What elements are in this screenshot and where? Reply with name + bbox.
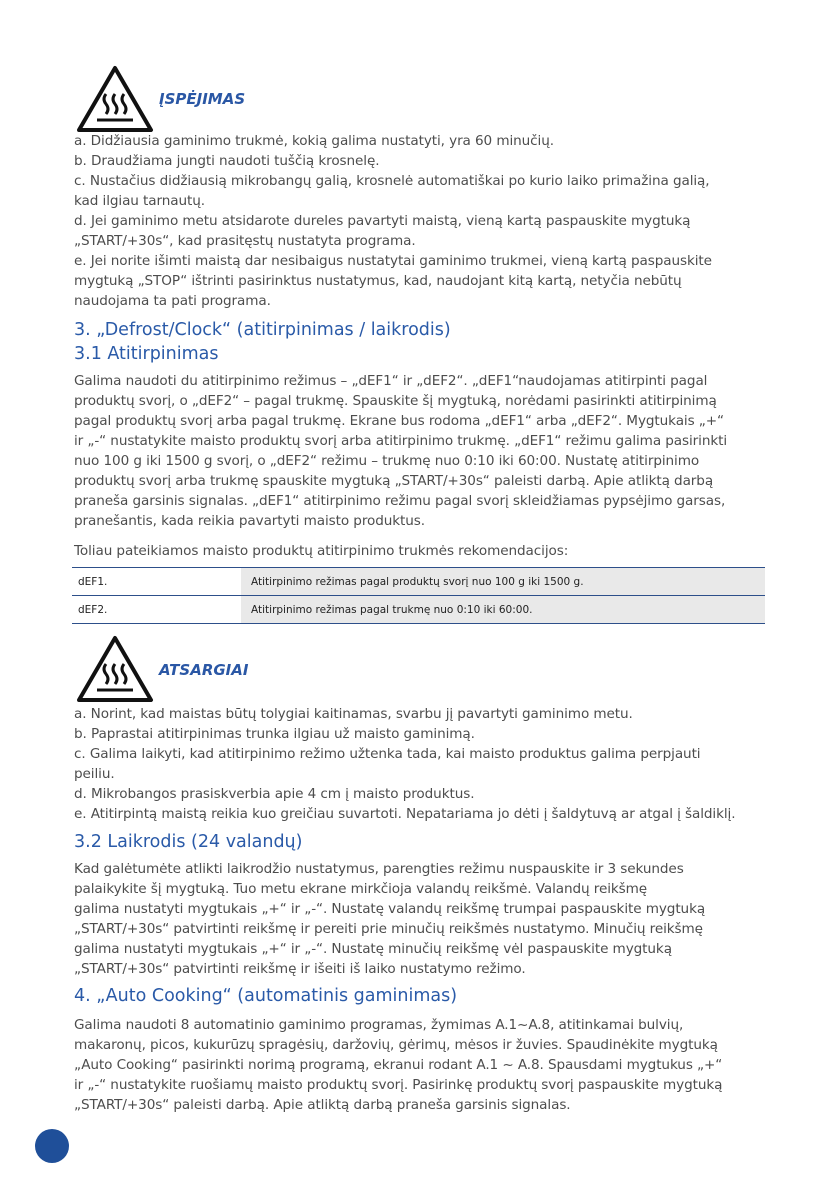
- paragraph-line: Kad galėtumėte atlikti laikrodžio nustatymus, parengties režimu nuspauskite ir 3 sekundes: [74, 861, 684, 877]
- section-heading: 3. „Defrost/Clock“ (atitirpinimas / laikrodis): [74, 320, 451, 340]
- caution-title: ATSARGIAI: [159, 661, 249, 679]
- hot-surface-icon: [75, 634, 155, 704]
- paragraph-line: Toliau pateikiamos maisto produktų atitirpinimo trukmės rekomendacijos:: [74, 543, 569, 559]
- table-cell-desc: Atitirpinimo režimas pagal trukmę nuo 0:10 iki 60:00.: [241, 596, 765, 624]
- paragraph-line: pranešantis, kada reikia pavartyti maisto produktus.: [74, 513, 425, 529]
- paragraph-line: produktų svorį arba trukmę spauskite mygtuką „START/+30s“ paleisti darbą. Apie atliktą darbą: [74, 473, 714, 489]
- list-item: d. Jei gaminimo metu atsidarote dureles pavartyti maistą, vieną kartą paspauskite mygtuką: [74, 213, 691, 229]
- list-item: e. Atitirpintą maistą reikia kuo greičiau suvartoti. Nepatariama jo dėti į šaldytuvą ar atgal į šaldiklį.: [74, 806, 736, 822]
- table-row: [72, 596, 765, 624]
- list-item: b. Paprastai atitirpinimas trunka ilgiau už maisto gaminimą.: [74, 726, 475, 742]
- table-cell-mode: dEF1.: [72, 568, 241, 596]
- warning-title: ĮSPĖJIMAS: [159, 90, 246, 108]
- paragraph-line: Galima naudoti 8 automatinio gaminimo programas, žymimas A.1~A.8, atitinkamai bulvių,: [74, 1017, 684, 1033]
- list-item: „START/+30s“, kad prasitęstų nustatyta programa.: [74, 233, 416, 249]
- table-row: [72, 568, 765, 596]
- list-item: c. Nustačius didžiausią mikrobangų galią, krosnelė automatiškai po kurio laiko primažina galią,: [74, 173, 710, 189]
- paragraph-line: Galima naudoti du atitirpinimo režimus – „dEF1“ ir „dEF2“. „dEF1“naudojamas atitirpinti pagal: [74, 373, 708, 389]
- page-marker: [35, 1129, 69, 1163]
- list-item: b. Draudžiama jungti naudoti tuščią krosnelę.: [74, 153, 380, 169]
- paragraph-line: praneša garsinis signalas. „dEF1“ atitirpinimo režimu pagal svorį skleidžiamas pypsėjimo garsas,: [74, 493, 726, 509]
- list-item: kad ilgiau tarnautų.: [74, 193, 205, 209]
- paragraph-line: palaikykite šį mygtuką. Tuo metu ekrane mirkčioja valandų reikšmė. Valandų reikšmę: [74, 881, 648, 897]
- list-item: a. Didžiausia gaminimo trukmė, kokią galima nustatyti, yra 60 minučių.: [74, 133, 554, 149]
- paragraph-line: „Auto Cooking“ pasirinkti norimą programą, ekranui rodant A.1 ~ A.8. Spausdami mygtukus „+“: [74, 1057, 723, 1073]
- list-item: naudojama ta pati programa.: [74, 293, 271, 309]
- table-cell-desc: Atitirpinimo režimas pagal produktų svorį nuo 100 g iki 1500 g.: [241, 568, 765, 596]
- hot-surface-icon: [75, 64, 155, 134]
- list-item: peiliu.: [74, 766, 115, 782]
- list-item: mygtuką „STOP“ ištrinti pasirinktus nustatymus, kad, naudojant kitą kartą, netyčia nebūtų: [74, 273, 682, 289]
- defrost-table: [72, 567, 765, 624]
- subsection-heading: 3.1 Atitirpinimas: [74, 344, 219, 364]
- paragraph-line: galima nustatyti mygtukais „+“ ir „-“. Nustatę valandų reikšmę trumpai paspauskite mygtuką: [74, 901, 706, 917]
- paragraph-line: ir „-“ nustatykite ruošiamų maisto produktų svorį. Pasirinkę produktų svorį paspauskite mygtuką: [74, 1077, 723, 1093]
- paragraph-line: nuo 100 g iki 1500 g svorį, o „dEF2“ režimu – trukmę nuo 0:10 iki 60:00. Nustatę atitirpinimo: [74, 453, 700, 469]
- paragraph-line: „START/+30s“ paleisti darbą. Apie atliktą darbą praneša garsinis signalas.: [74, 1097, 571, 1113]
- table-cell-mode: dEF2.: [72, 596, 241, 624]
- subsection-heading: 3.2 Laikrodis (24 valandų): [74, 832, 303, 852]
- list-item: e. Jei norite išimti maistą dar nesibaigus nustatytai gaminimo trukmei, vieną kartą paspauskite: [74, 253, 712, 269]
- section-heading: 4. „Auto Cooking“ (automatinis gaminimas): [74, 986, 458, 1006]
- paragraph-line: ir „-“ nustatykite maisto produktų svorį arba atitirpinimo trukmę. „dEF1“ režimu galima pasirinkti: [74, 433, 728, 449]
- list-item: c. Galima laikyti, kad atitirpinimo režimo užtenka tada, kai maisto produktus galima perpjauti: [74, 746, 701, 762]
- paragraph-line: produktų svorį, o „dEF2“ – pagal trukmę. Spauskite šį mygtuką, norėdami pasirinkti atitirpinimą: [74, 393, 717, 409]
- list-item: d. Mikrobangos prasiskverbia apie 4 cm į maisto produktus.: [74, 786, 475, 802]
- paragraph-line: „START/+30s“ patvirtinti reikšmę ir pereiti prie minučių reikšmės nustatymo. Minučių reikšmę: [74, 921, 703, 937]
- paragraph-line: galima nustatyti mygtukais „+“ ir „-“. Nustatę minučių reikšmę vėl paspauskite mygtuką: [74, 941, 672, 957]
- paragraph-line: makaronų, picos, kukurūzų spragėsių, daržovių, gėrimų, mėsos ir žuvies. Spaudinėkite mygtuką: [74, 1037, 718, 1053]
- paragraph-line: „START/+30s“ patvirtinti reikšmę ir išeiti iš laiko nustatymo režimo.: [74, 961, 526, 977]
- list-item: a. Norint, kad maistas būtų tolygiai kaitinamas, svarbu jį pavartyti gaminimo metu.: [74, 706, 633, 722]
- paragraph-line: pagal produktų svorį arba pagal trukmę. Ekrane bus rodoma „dEF1“ arba „dEF2“. Mygtukais „+“: [74, 413, 724, 429]
